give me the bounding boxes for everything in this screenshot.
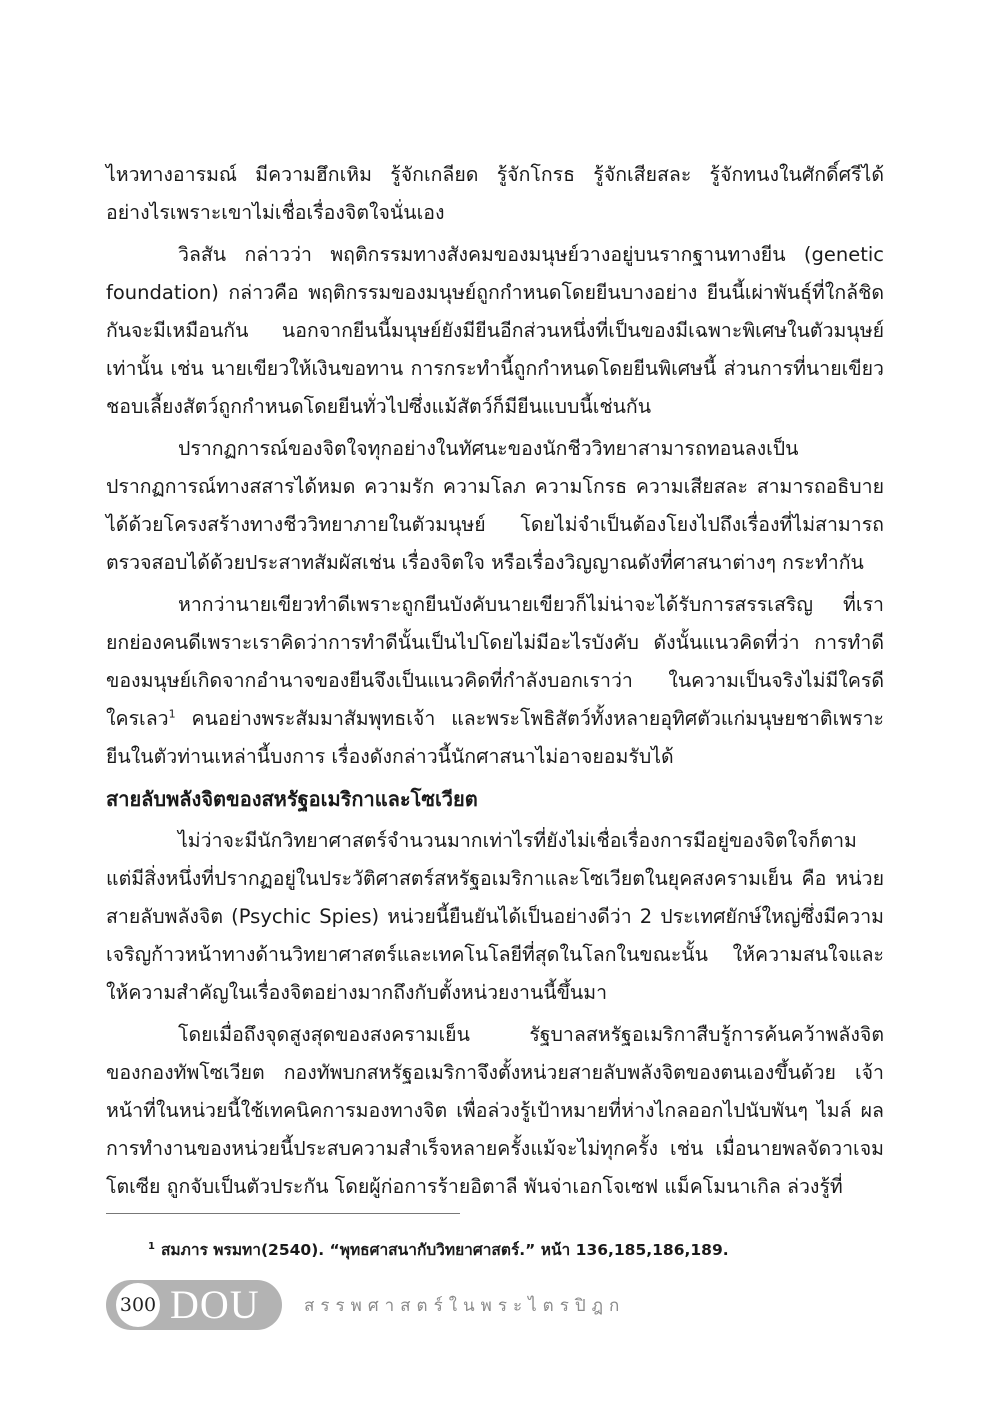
paragraph-4-text: หากว่านายเขียวทำดีเพราะถูกยีนบังคับนายเขียวก็ไม่น่าจะได้รับการสรรเสริญ ที่เรายกย่องคนดีเพราะเราคิดว่าการทำดีนั้นเป็นไปโดยไม่มีอะไรบังคับ ดังนั้นแนวคิดที่ว่า การทำดีของมนุษย์เกิดจากอำนาจของยีนจึงเป็นแนวคิดที่กำลังบอกเราว่า ในความเป็นจริงไม่มีใครดีใครเลว: [106, 593, 884, 730]
paragraph-2: วิลสัน กล่าวว่า พฤติกรรมทางสังคมของมนุษย์วางอยู่บนรากฐานทางยีน (genetic foundation) กล่าวคือ พฤติกรรมของมนุษย์ถูกกำหนดโดยยีนบางอย่าง ยีนนี้เผ่าพันธุ์ที่ใกล้ชิดกันจะมีเหมือนกัน นอกจากยีนนี้มนุษย์ยังมียีนอีกส่วนหนึ่งที่เป็นของมีเฉพาะพิเศษในตัวมนุษย์เท่านั้น เช่น นายเขียวให้เงินขอทาน การกระทำนี้ถูกกำหนดโดยยีนพิเศษนี้ ส่วนการที่นายเขียวชอบเลี้ยงสัตว์ถูกกำหนดโดยยีนทั่วไปซึ่งแม้สัตว์ก็มียีนแบบนี้เช่นกัน: [106, 243, 884, 418]
footnote-divider: [106, 1213, 460, 1214]
footnote-text: สมภาร พรมทา(2540). “พุทธศาสนากับวิทยาศาสตร์.” หน้า 136,185,186,189.: [160, 1241, 729, 1259]
footnote: [148, 1237, 729, 1262]
footnote-reference[interactable]: 1: [168, 707, 176, 721]
paragraph-4: [106, 586, 884, 776]
book-title: สรรพศาสตร์ในพระไตรปิฎก: [304, 1295, 626, 1316]
paragraph-6: โดยเมื่อถึงจุดสูงสุดของสงครามเย็น รัฐบาลสหรัฐอเมริกาสืบรู้การค้นคว้าพลังจิตของกองทัพโซเวียต กองทัพบกสหรัฐอเมริกาจึงตั้งหน่วยสายลับพลังจิตของตนเองขึ้นด้วย เจ้าหน้าที่ในหน่วยนี้ใช้เทคนิคการมองทางจิต เพื่อล่วงรู้เป้าหมายที่ห่างไกลออกไปนับพันๆ ไมล์ ผลการทำงานของหน่วยนี้ประสบความสำเร็จหลายครั้งแม้จะไม่ทุกครั้ง เช่น เมื่อนายพลจัดวาเจมโตเซีย ถูกจับเป็นตัวประกัน โดยผู้ก่อการร้ายอิตาลี พันจ่าเอกโจเซฟ แม็คโมนาเกิล ล่วงรู้ที่: [106, 1023, 884, 1198]
paragraph-4-continued: คนอย่างพระสัมมาสัมพุทธเจ้า และพระโพธิสัตว์ทั้งหลายอุทิศตัวแก่มนุษยชาติเพราะยีนในตัวท่านเหล่านี้บงการ เรื่องดังกล่าวนี้นักศาสนาไม่อาจยอมรับได้: [106, 707, 884, 768]
brand-logo: DOU: [170, 1282, 260, 1327]
footnote-mark: 1: [148, 1240, 155, 1252]
footer-badge: [106, 1280, 282, 1330]
page-number: 300: [116, 1283, 160, 1327]
paragraph-5: ไม่ว่าจะมีนักวิทยาศาสตร์จำนวนมากเท่าไรที่ยังไม่เชื่อเรื่องการมีอยู่ของจิตใจก็ตาม แต่มีสิ่งหนึ่งที่ปรากฏอยู่ในประวัติศาสตร์สหรัฐอเมริกาและโซเวียตในยุคสงครามเย็น คือ หน่วยสายลับพลังจิต (Psychic Spies) หน่วยนี้ยืนยันได้เป็นอย่างดีว่า 2 ประเทศยักษ์ใหญ่ซึ่งมีความเจริญก้าวหน้าทางด้านวิทยาศาสตร์และเทคโนโลยีที่สุดในโลกในขณะนั้น ให้ความสนใจและให้ความสำคัญในเรื่องจิตอย่างมากถึงกับตั้งหน่วยงานนี้ขึ้นมา: [106, 829, 884, 1004]
paragraph-3: ปรากฏการณ์ของจิตใจทุกอย่างในทัศนะของนักชีววิทยาสามารถทอนลงเป็นปรากฏการณ์ทางสสารได้หมด ความรัก ความโลภ ความโกรธ ความเสียสละ สามารถอธิบายได้ด้วยโครงสร้างทางชีววิทยาภายในตัวมนุษย์ โดยไม่จำเป็นต้องโยงไปถึงเรื่องที่ไม่สามารถตรวจสอบได้ด้วยประสาทสัมผัสเช่น เรื่องจิตใจ หรือเรื่องวิญญาณดังที่ศาสนาต่างๆ กระทำกัน: [106, 437, 884, 574]
section-heading: สายลับพลังจิตของสหรัฐอเมริกาและโซเวียต: [106, 787, 478, 811]
paragraph-1: ไหวทางอารมณ์ มีความฮึกเหิม รู้จักเกลียด รู้จักโกรธ รู้จักเสียสละ รู้จักทนงในศักดิ์ศรีได้อย่างไรเพราะเขาไม่เชื่อเรื่องจิตใจนั่นเอง: [106, 163, 884, 224]
page-body: [106, 156, 884, 1210]
page-footer: [106, 1280, 625, 1330]
